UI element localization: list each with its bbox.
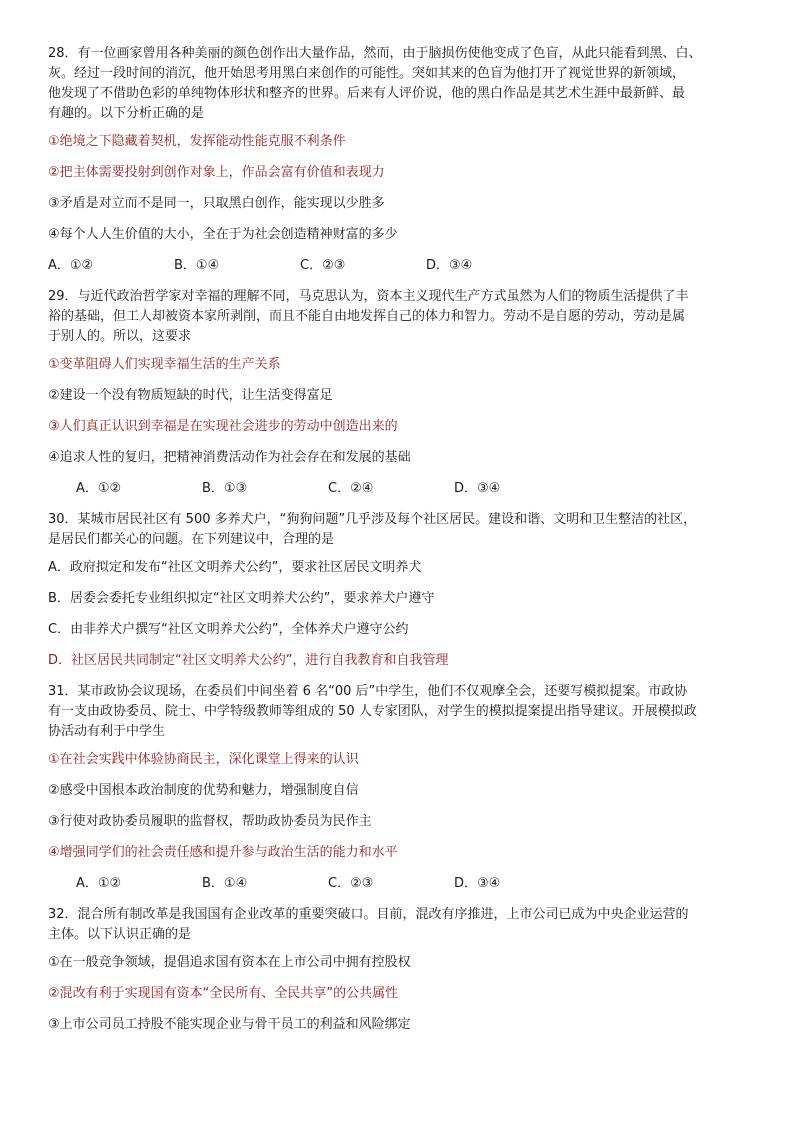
answer-choices [48, 874, 758, 894]
stem-line: 是居民们都关心的问题。在下列建议中，合理的是 [48, 532, 335, 547]
stem-line: 31．某市政协会议现场，在委员们中间坐着 6 名“00 后”中学生，他们不仅观摩全会，还要写模拟提案。市政协 [48, 684, 688, 699]
statement-4: ④增强同学们的社会责任感和提升参与政治生活的能力和水平 [48, 845, 398, 860]
stem-line: 29．与近代政治哲学家对幸福的理解不同，马克思认为，资本主义现代生产方式虽然为人们的物质生活提供了丰 [48, 289, 689, 304]
stem-line: 裕的基础，但工人却被资本家所剥削，而且不能自由地发挥自己的体力和智力。劳动不是自愿的劳动，劳动是属 [48, 309, 686, 324]
choice-c: C．②③ [300, 258, 346, 273]
question-32 [48, 905, 758, 1035]
statement-3: ③行使对政协委员履职的监督权，帮助政协委员为民作主 [48, 814, 372, 829]
option-c: C．由非养犬户撰写“社区文明养犬公约”，全体养犬户遵守公约 [48, 622, 409, 637]
statement-2: ②建设一个没有物质短缺的时代，让生活变得富足 [48, 388, 333, 403]
question-28 [48, 44, 758, 276]
stem-line: 有趣的。以下分析正确的是 [48, 106, 205, 121]
question-stem [48, 905, 758, 945]
stem-line: 于别人的。所以，这要求 [48, 329, 192, 344]
choice-a: A．①② [76, 876, 122, 891]
question-stem [48, 287, 758, 347]
stem-line: 有一支由政协委员、院士、中学特级教师等组成的 50 人专家团队，对学生的模拟提案提出指导建议。开展模拟政 [48, 704, 697, 719]
choice-b: B．①③ [202, 481, 248, 496]
statement-3: ③矛盾是对立而不是同一，只取黑白创作，能实现以少胜多 [48, 196, 385, 211]
choice-a: A．①② [76, 481, 122, 496]
question-stem [48, 510, 758, 550]
statement-1: ①变革阻碍人们实现幸福生活的生产关系 [48, 357, 281, 372]
exam-page [48, 44, 758, 1046]
option-a: A．政府拟定和发布“社区文明养犬公约”，要求社区居民文明养犬 [48, 560, 422, 575]
statement-2: ②把主体需要投射到创作对象上，作品会富有价值和表现力 [48, 165, 385, 180]
stem-line: 他发现了不借助色彩的单纯物体形状和整齐的世界。后来有人评价说，他的黑白作品是其艺术生涯中最新鲜、最 [48, 86, 686, 101]
choice-c: C．②③ [328, 876, 374, 891]
statement-4: ④追求人性的复归，把精神消费活动作为社会存在和发展的基础 [48, 450, 411, 465]
statement-1: ①在一般竞争领域，提倡追求国有资本在上市公司中拥有控股权 [48, 955, 411, 970]
question-30 [48, 510, 758, 671]
statement-3: ③人们真正认识到幸福是在实现社会进步的劳动中创造出来的 [48, 419, 398, 434]
stem-line: 灰。经过一段时间的消沉，他开始思考用黑白来创作的可能性。突如其来的色盲为他打开了视觉世界的新领域， [48, 66, 686, 81]
statement-1: ①在社会实践中体验协商民主，深化课堂上得来的认识 [48, 752, 359, 767]
question-stem [48, 682, 758, 742]
question-29 [48, 287, 758, 499]
stem-line: 协活动有利于中学生 [48, 724, 166, 739]
statement-2: ②感受中国根本政治制度的优势和魅力，增强制度自信 [48, 783, 359, 798]
question-stem [48, 44, 758, 124]
choice-d: D．③④ [454, 481, 501, 496]
stem-line: 30．某城市居民社区有 500 多养犬户，“狗狗问题”几乎涉及每个社区居民。建设和谐、文明和卫生整洁的社区， [48, 512, 697, 527]
statement-2: ②混改有利于实现国有资本“全民所有、全民共享”的公共属性 [48, 986, 399, 1001]
choice-d: D．③④ [454, 876, 501, 891]
choice-d: D．③④ [426, 258, 473, 273]
stem-line: 28．有一位画家曾用各种美丽的颜色创作出大量作品，然而，由于脑损伤使他变成了色盲，从此只能看到黑、白、 [48, 46, 702, 61]
statement-1: ①绝境之下隐藏着契机，发挥能动性能克服不利条件 [48, 134, 346, 149]
answer-choices [48, 256, 758, 276]
question-31 [48, 682, 758, 894]
choice-b: B．①④ [202, 876, 248, 891]
statement-3: ③上市公司员工持股不能实现企业与骨干员工的利益和风险绑定 [48, 1017, 411, 1032]
answer-choices [48, 479, 758, 499]
statement-4: ④每个人人生价值的大小，全在于为社会创造精神财富的多少 [48, 227, 398, 242]
stem-line: 32．混合所有制改革是我国国有企业改革的重要突破口。目前，混改有序推进，上市公司已成为中央企业运营的 [48, 907, 689, 922]
choice-a: A．①② [48, 258, 94, 273]
choice-c: C．②④ [328, 481, 374, 496]
option-b: B．居委会委托专业组织拟定“社区文明养犬公约”，要求养犬户遵守 [48, 591, 435, 606]
stem-line: 主体。以下认识正确的是 [48, 927, 192, 942]
option-d: D．社区居民共同制定“社区文明养犬公约”，进行自我教育和自我管理 [48, 653, 449, 668]
choice-b: B．①④ [174, 258, 220, 273]
